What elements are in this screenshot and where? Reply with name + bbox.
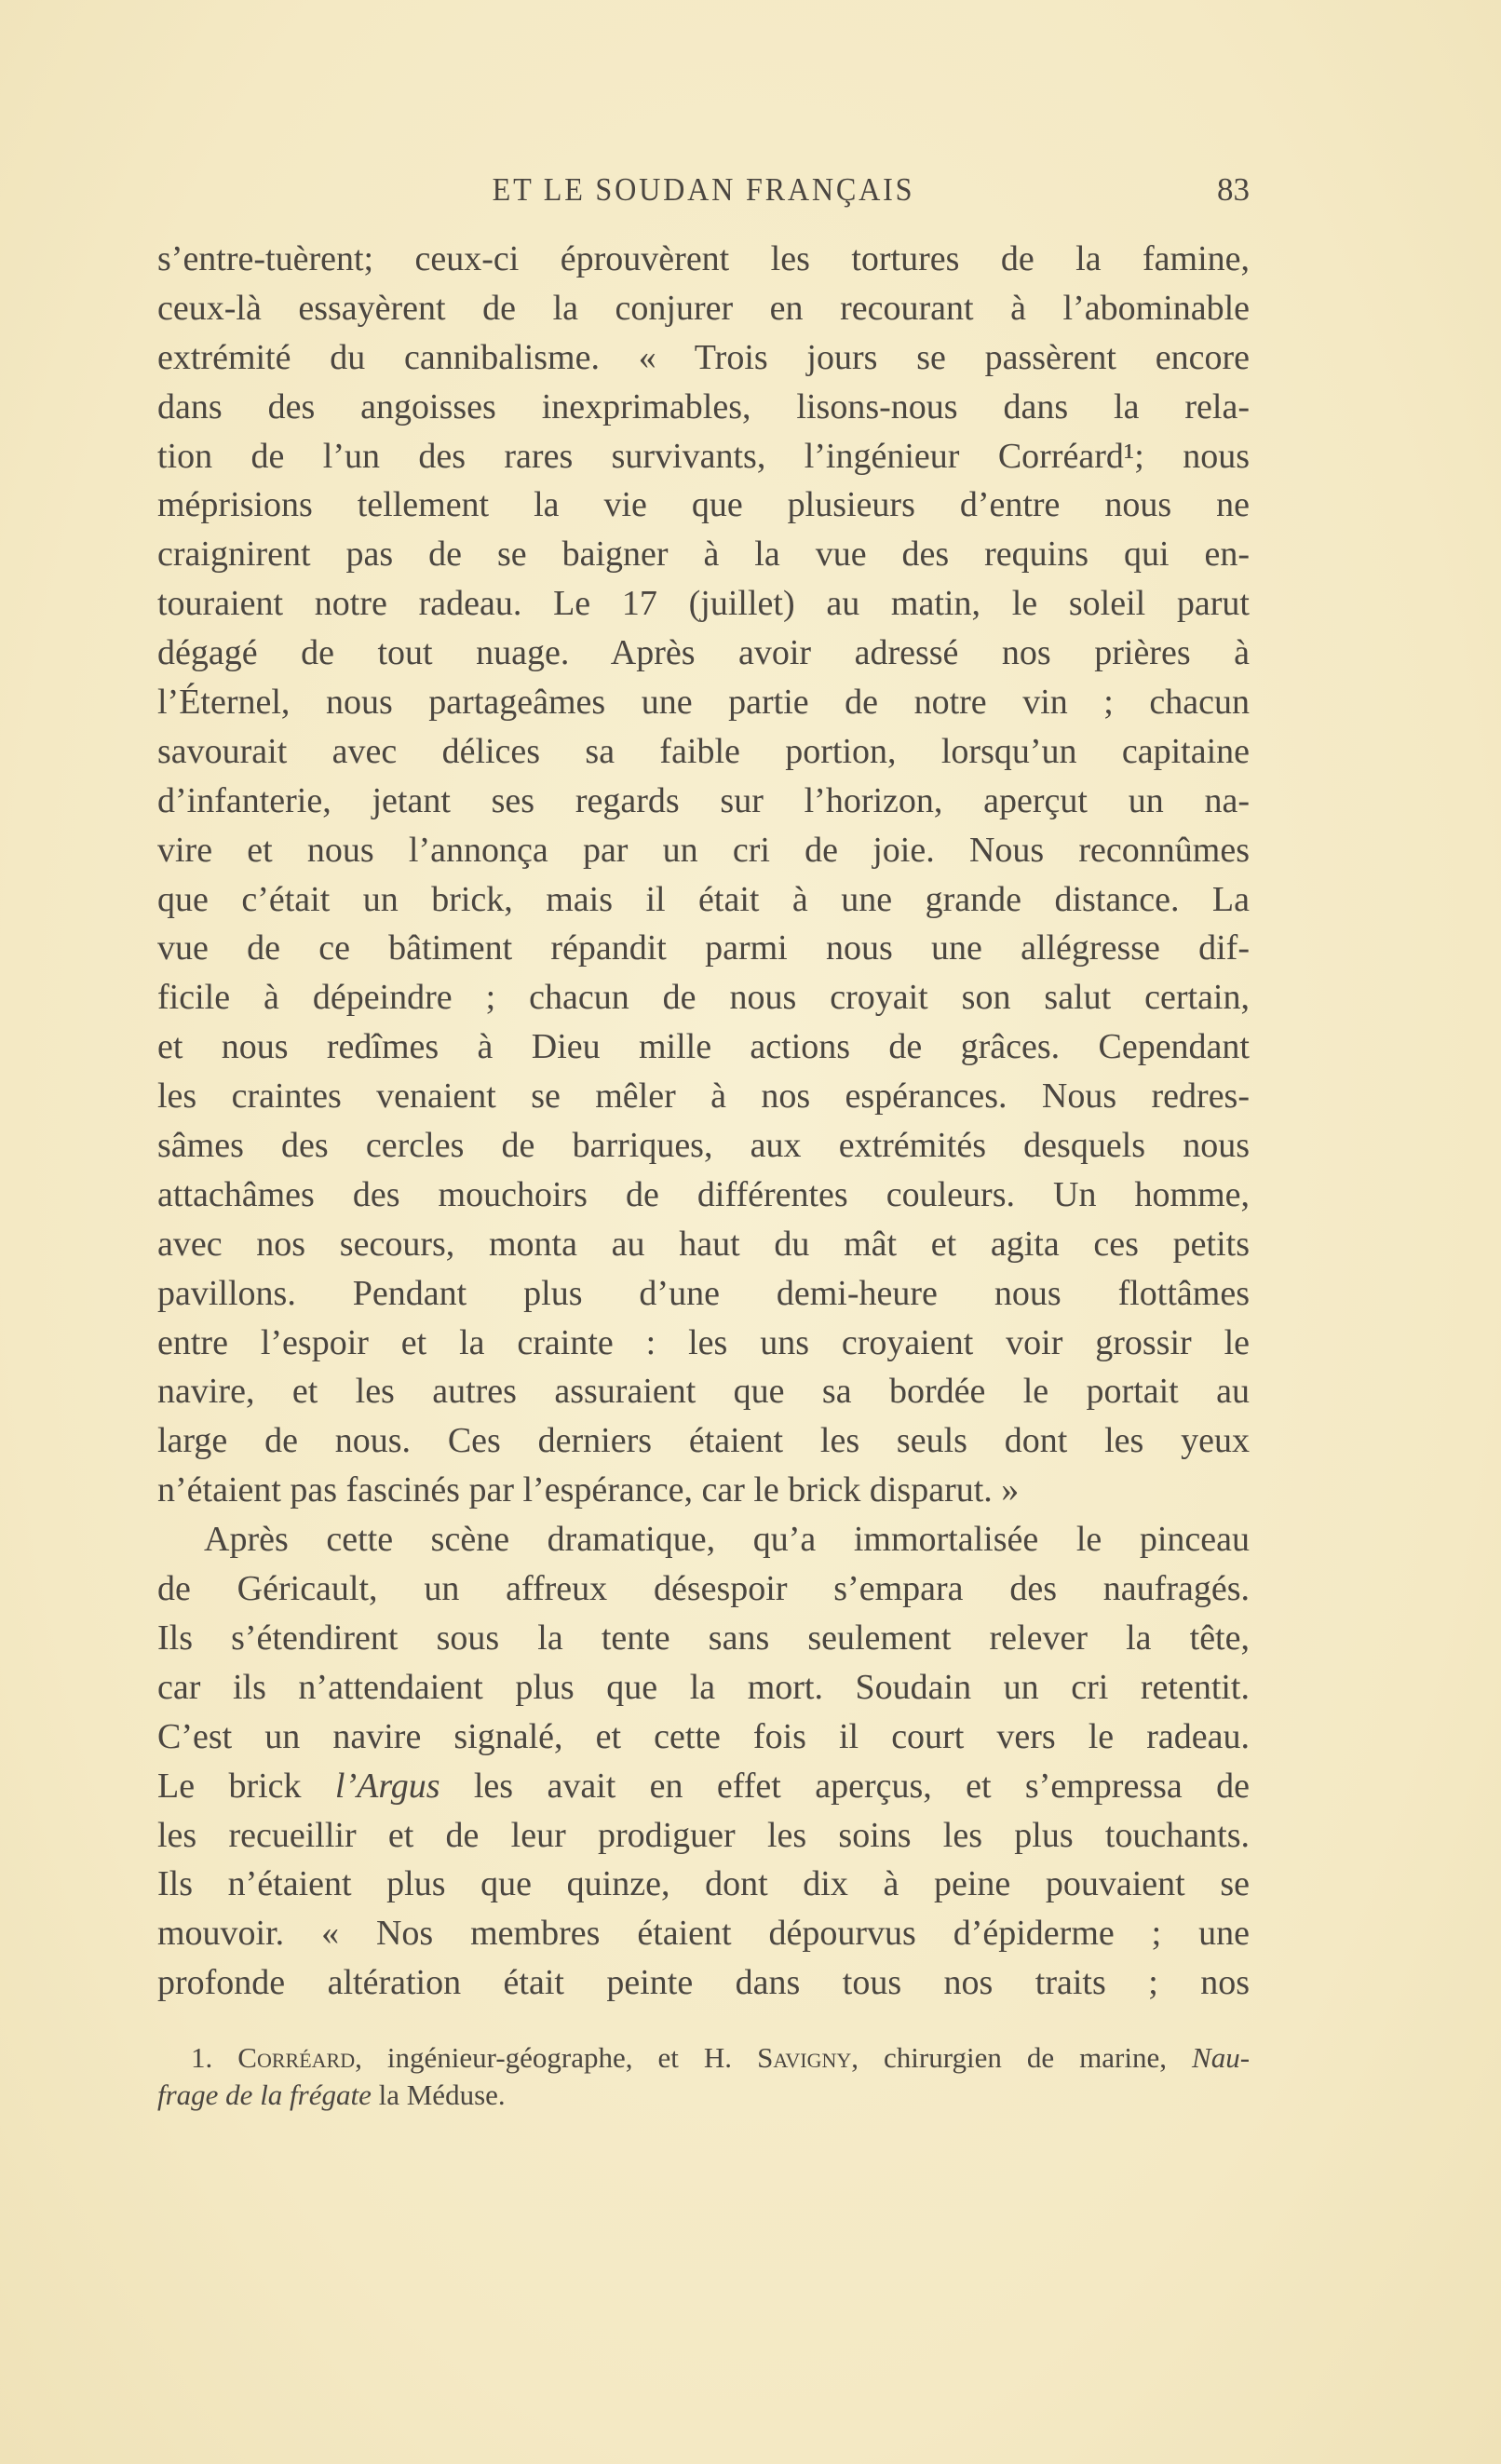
text-line [157,1762,1250,1811]
text-line: méprisions tellement la vie que plusieurs d’entre nous ne [157,485,1250,525]
footnote-title-roman: la Méduse. [378,2078,506,2111]
text-line: navire, et les autres assuraient que sa bordée le portait au [157,1372,1250,1412]
text-line: s’entre-tuèrent; ceux-ci éprouvèrent les tortures de la famine, [157,239,1250,278]
footnote-line [157,2077,1250,2114]
footnote-number: 1. [191,2041,213,2074]
page-header [157,171,1250,218]
text-line: ficile à dépeindre ; chacun de nous croyait son salut certain, [157,978,1250,1018]
text-line: les craintes venaient se mêler à nos espérances. Nous redres- [157,1076,1250,1117]
text-line: Ils s’étendirent sous la tente sans seulement relever la tête, [157,1618,1250,1658]
footnote-title: frage de la frégate [157,2078,372,2111]
footnote-author: Corréard [237,2041,356,2074]
text-line: et nous redîmes à Dieu mille actions de grâces. Cependant [157,1027,1250,1067]
text-line: que c’était un brick, mais il était à une grande distance. La [157,879,1250,919]
footnote-title: Nau- [1192,2041,1251,2074]
text-line: attachâmes des mouchoirs de différentes couleurs. Un homme, [157,1174,1250,1214]
text-line: ceux-là essayèrent de la conjurer en recourant à l’abominable [157,288,1250,328]
footnote-text: , chirurgien de marine, [851,2041,1167,2074]
text-line: n’étaient pas fascinés par l’espérance, car le brick disparut. » [157,1470,1020,1510]
text-line: touraient notre radeau. Le 17 (juillet) au matin, le soleil parut [157,584,1250,624]
text-line: entre l’espoir et la crainte : les uns croyaient voir grossir le [157,1322,1250,1362]
running-title: ET LE SOUDAN FRANÇAIS [492,171,915,208]
footnote [157,2039,1250,2114]
text-line: vue de ce bâtiment répandit parmi nous une allégresse dif- [157,928,1250,968]
text-line: large de nous. Ces derniers étaient les seuls dont les yeux [157,1421,1250,1461]
text-line: savourait avec délices sa faible portion, lorsqu’un capitaine [157,731,1250,771]
ship-name: l’Argus [334,1766,440,1806]
footnote-line [157,2039,1250,2077]
text-line: avec nos secours, monta au haut du mât et agita ces petits [157,1224,1250,1264]
text-line: l’Éternel, nous partageâmes une partie de notre vin ; chacun [157,683,1250,723]
footnote-text: , ingénieur-géographe, et H. [355,2041,733,2074]
text-line: craignirent pas de se baigner à la vue des requins qui en- [157,535,1250,575]
text-line: tion de l’un des rares survivants, l’ingénieur Corréard¹; nous [157,436,1250,476]
text-fragment: Le brick [157,1766,302,1806]
paragraph-start-line: Après cette scène dramatique, qu’a immortalisée le pinceau [204,1520,1250,1560]
text-line: car ils n’attendaient plus que la mort. Soudain un cri retentit. [157,1667,1250,1707]
text-line: extrémité du cannibalisme. « Trois jours se passèrent encore [157,337,1250,377]
text-fragment: les avait en effet aperçus, et s’empressa de [473,1766,1250,1806]
text-line: vire et nous l’annonça par un cri de joie. Nous reconnûmes [157,830,1250,870]
text-line: profonde altération était peinte dans tous nos traits ; nos [157,1963,1250,2003]
text-line: les recueillir et de leur prodiguer les soins les plus touchants. [157,1815,1250,1855]
text-line: dégagé de tout nuage. Après avoir adressé nos prières à [157,633,1250,673]
footnote-author: Savigny [757,2041,852,2074]
text-line: mouvoir. « Nos membres étaient dépourvus d’épiderme ; une [157,1914,1250,1954]
text-line: d’infanterie, jetant ses regards sur l’horizon, aperçut un na- [157,780,1250,820]
text-line: de Géricault, un affreux désespoir s’empara des naufragés. [157,1569,1250,1609]
page-number: 83 [1217,171,1250,208]
text-line: sâmes des cercles de barriques, aux extrémités desquels nous [157,1126,1250,1166]
text-line: C’est un navire signalé, et cette fois il court vers le radeau. [157,1716,1250,1756]
body-text [157,235,1250,2008]
text-line: Ils n’étaient plus que quinze, dont dix à peine pouvaient se [157,1864,1250,1904]
text-line: pavillons. Pendant plus d’une demi-heure nous flottâmes [157,1273,1250,1313]
text-line: dans des angoisses inexprimables, lisons-nous dans la rela- [157,386,1250,426]
